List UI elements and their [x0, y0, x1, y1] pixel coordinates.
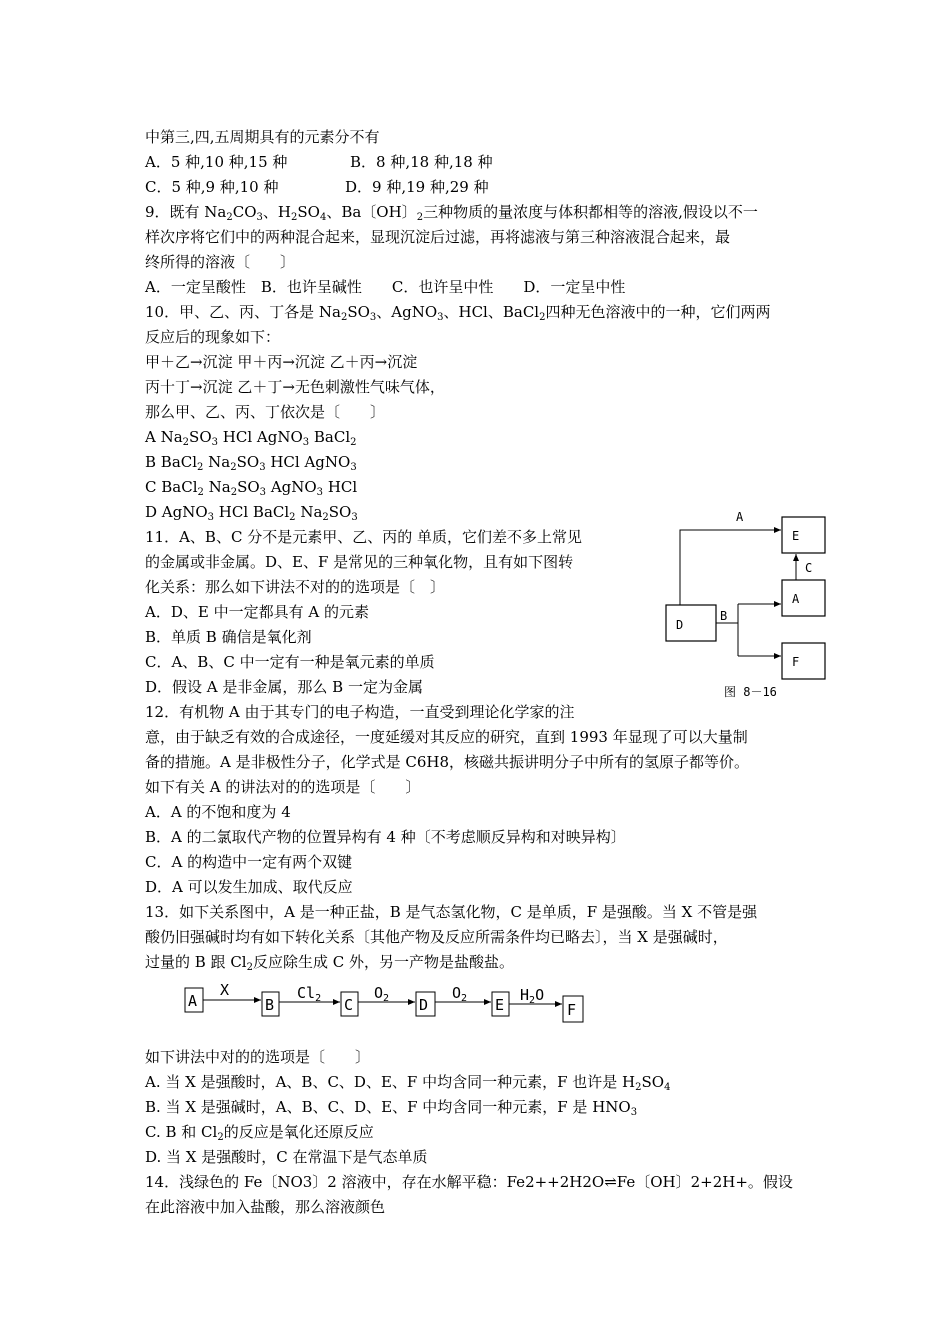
q10-option-b: B BaCl$_2$ $Na_2SO_3$ HCl AgNO$_3$: [145, 453, 357, 473]
q8-stem-tail: 中第三,四,五周期具有的元素分不有: [145, 128, 380, 146]
q14-line1: 14．浅绿色的 Fe〔NO3〕2 溶液中，存在水解平稳：Fe2++2H2O⇌Fe〔OH〕2+2H+。假设: [145, 1173, 793, 1191]
q10-question: 那么甲、乙、丙、丁依次是〔 〕: [145, 403, 386, 421]
q9-line1: 9．既有 $Na_2CO_3$、$H_2SO_4$、Ba〔OH〕$_2$三种物质的量浓度与体积都相等的溶液,假设以不一: [145, 203, 758, 223]
svg-text:E: E: [495, 996, 505, 1014]
chain-label-x: X: [220, 981, 230, 999]
q11-line2: 的金属或非金属。D、E、F 是常见的三种氧化物，且有如下图转: [145, 553, 574, 571]
q8-option-a: A．5 种,10 种,15 种: [145, 153, 288, 171]
q13-line3: 过量的 B 跟 $Cl_2$反应除生成 C 外，另一产物是盐酸盐。: [145, 953, 514, 973]
q12-line1: 12．有机物 A 由于其专门的电子构造，一直受到理论化学家的注: [145, 703, 575, 721]
q12-line2: 意，由于缺乏有效的合成途径，一度延缓对其反应的研究，直到 1993 年显现了可以大量制: [145, 728, 748, 746]
arrow-a-label: A: [736, 510, 744, 524]
q8-option-c: C．5 种,9 种,10 种: [145, 178, 279, 196]
q11-line3: 化关系：那么如下讲法不对的的选项是〔 〕: [145, 578, 446, 596]
q12-option-c: C．A 的构造中一定有两个双键: [145, 853, 353, 871]
arrow-c-label: C: [805, 561, 813, 575]
chain-label-o2-1: $O_2$: [374, 984, 390, 1004]
diagram-caption: 图 8－16: [724, 685, 777, 699]
arrow-b-label: B: [720, 609, 728, 623]
q10-option-d: D AgNO$_3$ HCl BaCl$_2$ $Na_2SO_3$: [145, 503, 358, 523]
q11-option-a: A．D、E 中一定都具有 A 的元素: [145, 603, 369, 621]
q8-options-row1: [145, 152, 493, 172]
q9-line3: 终所得的溶液〔 〕: [145, 253, 296, 271]
svg-text:F: F: [567, 1001, 577, 1019]
q13-reaction-chain: [180, 978, 590, 1028]
q14-line2: 在此溶液中加入盐酸，那么溶液颜色: [145, 1198, 386, 1216]
box-a: [782, 580, 825, 616]
arrow-d-to-e: [680, 530, 781, 605]
box-f-label: F: [792, 655, 800, 669]
q12-line4: 如下有关 A 的讲法对的的选项是〔 〕: [145, 778, 421, 796]
svg-text:C: C: [344, 996, 354, 1014]
box-d-label: D: [676, 618, 684, 632]
svg-text:A: A: [188, 992, 198, 1010]
svg-text:B: B: [265, 996, 275, 1014]
q12-option-d: D．A 可以发生加成、取代反应: [145, 878, 353, 896]
chain-label-o2-2: $O_2$: [452, 984, 468, 1004]
q8-option-d: D．9 种,19 种,29 种: [345, 178, 489, 196]
q13-question: 如下讲法中对的的选项是〔 〕: [145, 1048, 371, 1066]
chain-label-cl2: $Cl_2$: [297, 984, 322, 1004]
q10-reactions-1: 甲＋乙→沉淀 甲＋丙→沉淀 乙＋丙→沉淀: [145, 353, 418, 371]
chain-label-h2o: $H_2O$: [520, 986, 545, 1006]
q10-option-a: A $Na_2SO_3$ HCl AgNO$_3$ BaCl$_2$: [145, 428, 357, 448]
box-a-label: A: [792, 592, 800, 606]
q11-option-b: B．单质 B 确信是氧化剂: [145, 628, 312, 646]
q10-line1: 10．甲、乙、丙、丁各是 $Na_2SO_3$、AgNO$_3$、HCl、BaCl$_2$四种无色溶液中的一种，它们两两: [145, 303, 771, 323]
q13-line1: 13．如下关系图中，A 是一种正盐，B 是气态氢化物，C 是单质，F 是强酸。当 X 不管是强: [145, 903, 758, 921]
svg-text:D: D: [419, 996, 429, 1014]
q11-option-c: C．A、B、C 中一定有一种是氧元素的单质: [145, 653, 435, 671]
q11-line1: 11．A、B、C 分不是元素甲、乙、丙的 单质，它们差不多上常见: [145, 528, 582, 546]
q13-option-a: A. 当 X 是强酸时，A、B、C、D、E、F 中均含同一种元素，F 也许是 $H_2SO_4$: [145, 1073, 671, 1093]
q13-option-b: B. 当 X 是强碱时，A、B、C、D、E、F 中均含同一种元素，F 是 $HNO_3$: [145, 1098, 638, 1118]
q13-option-c: C. B 和 $Cl_2$的反应是氧化还原反应: [145, 1123, 374, 1143]
q9-options: A．一定呈酸性 B．也许呈碱性 C．也许呈中性 D．一定呈中性: [145, 278, 626, 296]
q10-line2: 反应后的现象如下：: [145, 328, 281, 346]
q8-option-b: B．8 种,18 种,18 种: [350, 153, 493, 171]
q10-option-c: C BaCl$_2$ $Na_2SO_3$ AgNO$_3$ HCl: [145, 478, 358, 498]
q11-option-d: D．假设 A 是非金属，那么 B 一定为金属: [145, 678, 423, 696]
box-f: [782, 643, 825, 679]
q11-flow-diagram: [660, 505, 840, 705]
q12-option-b: B．A 的二氯取代产物的位置异构有 4 种〔不考虑顺反异构和对映异构〕: [145, 828, 626, 846]
q13-option-d: D. 当 X 是强酸时，C 在常温下是气态单质: [145, 1148, 428, 1166]
q8-options-row2: [145, 177, 489, 197]
box-d: [666, 605, 716, 641]
box-e: [782, 517, 825, 553]
q12-option-a: A．A 的不饱和度为 4: [145, 803, 291, 821]
box-e-label: E: [792, 529, 800, 543]
q12-line3: 备的措施。A 是非极性分子，化学式是 C6H8，核磁共振讲明分子中所有的氢原子都等价。: [145, 753, 750, 771]
q10-reactions-2: 丙十丁→沉淀 乙＋丁→无色刺激性气味气体，: [145, 378, 445, 396]
q9-line2: 样次序将它们中的两种混合起来，显现沉淀后过滤，再将滤液与第三种溶液混合起来，最: [145, 228, 731, 246]
q13-line2: 酸仍旧强碱时均有如下转化关系〔其他产物及反应所需条件均已略去〕，当 X 是强碱时，: [145, 928, 728, 946]
